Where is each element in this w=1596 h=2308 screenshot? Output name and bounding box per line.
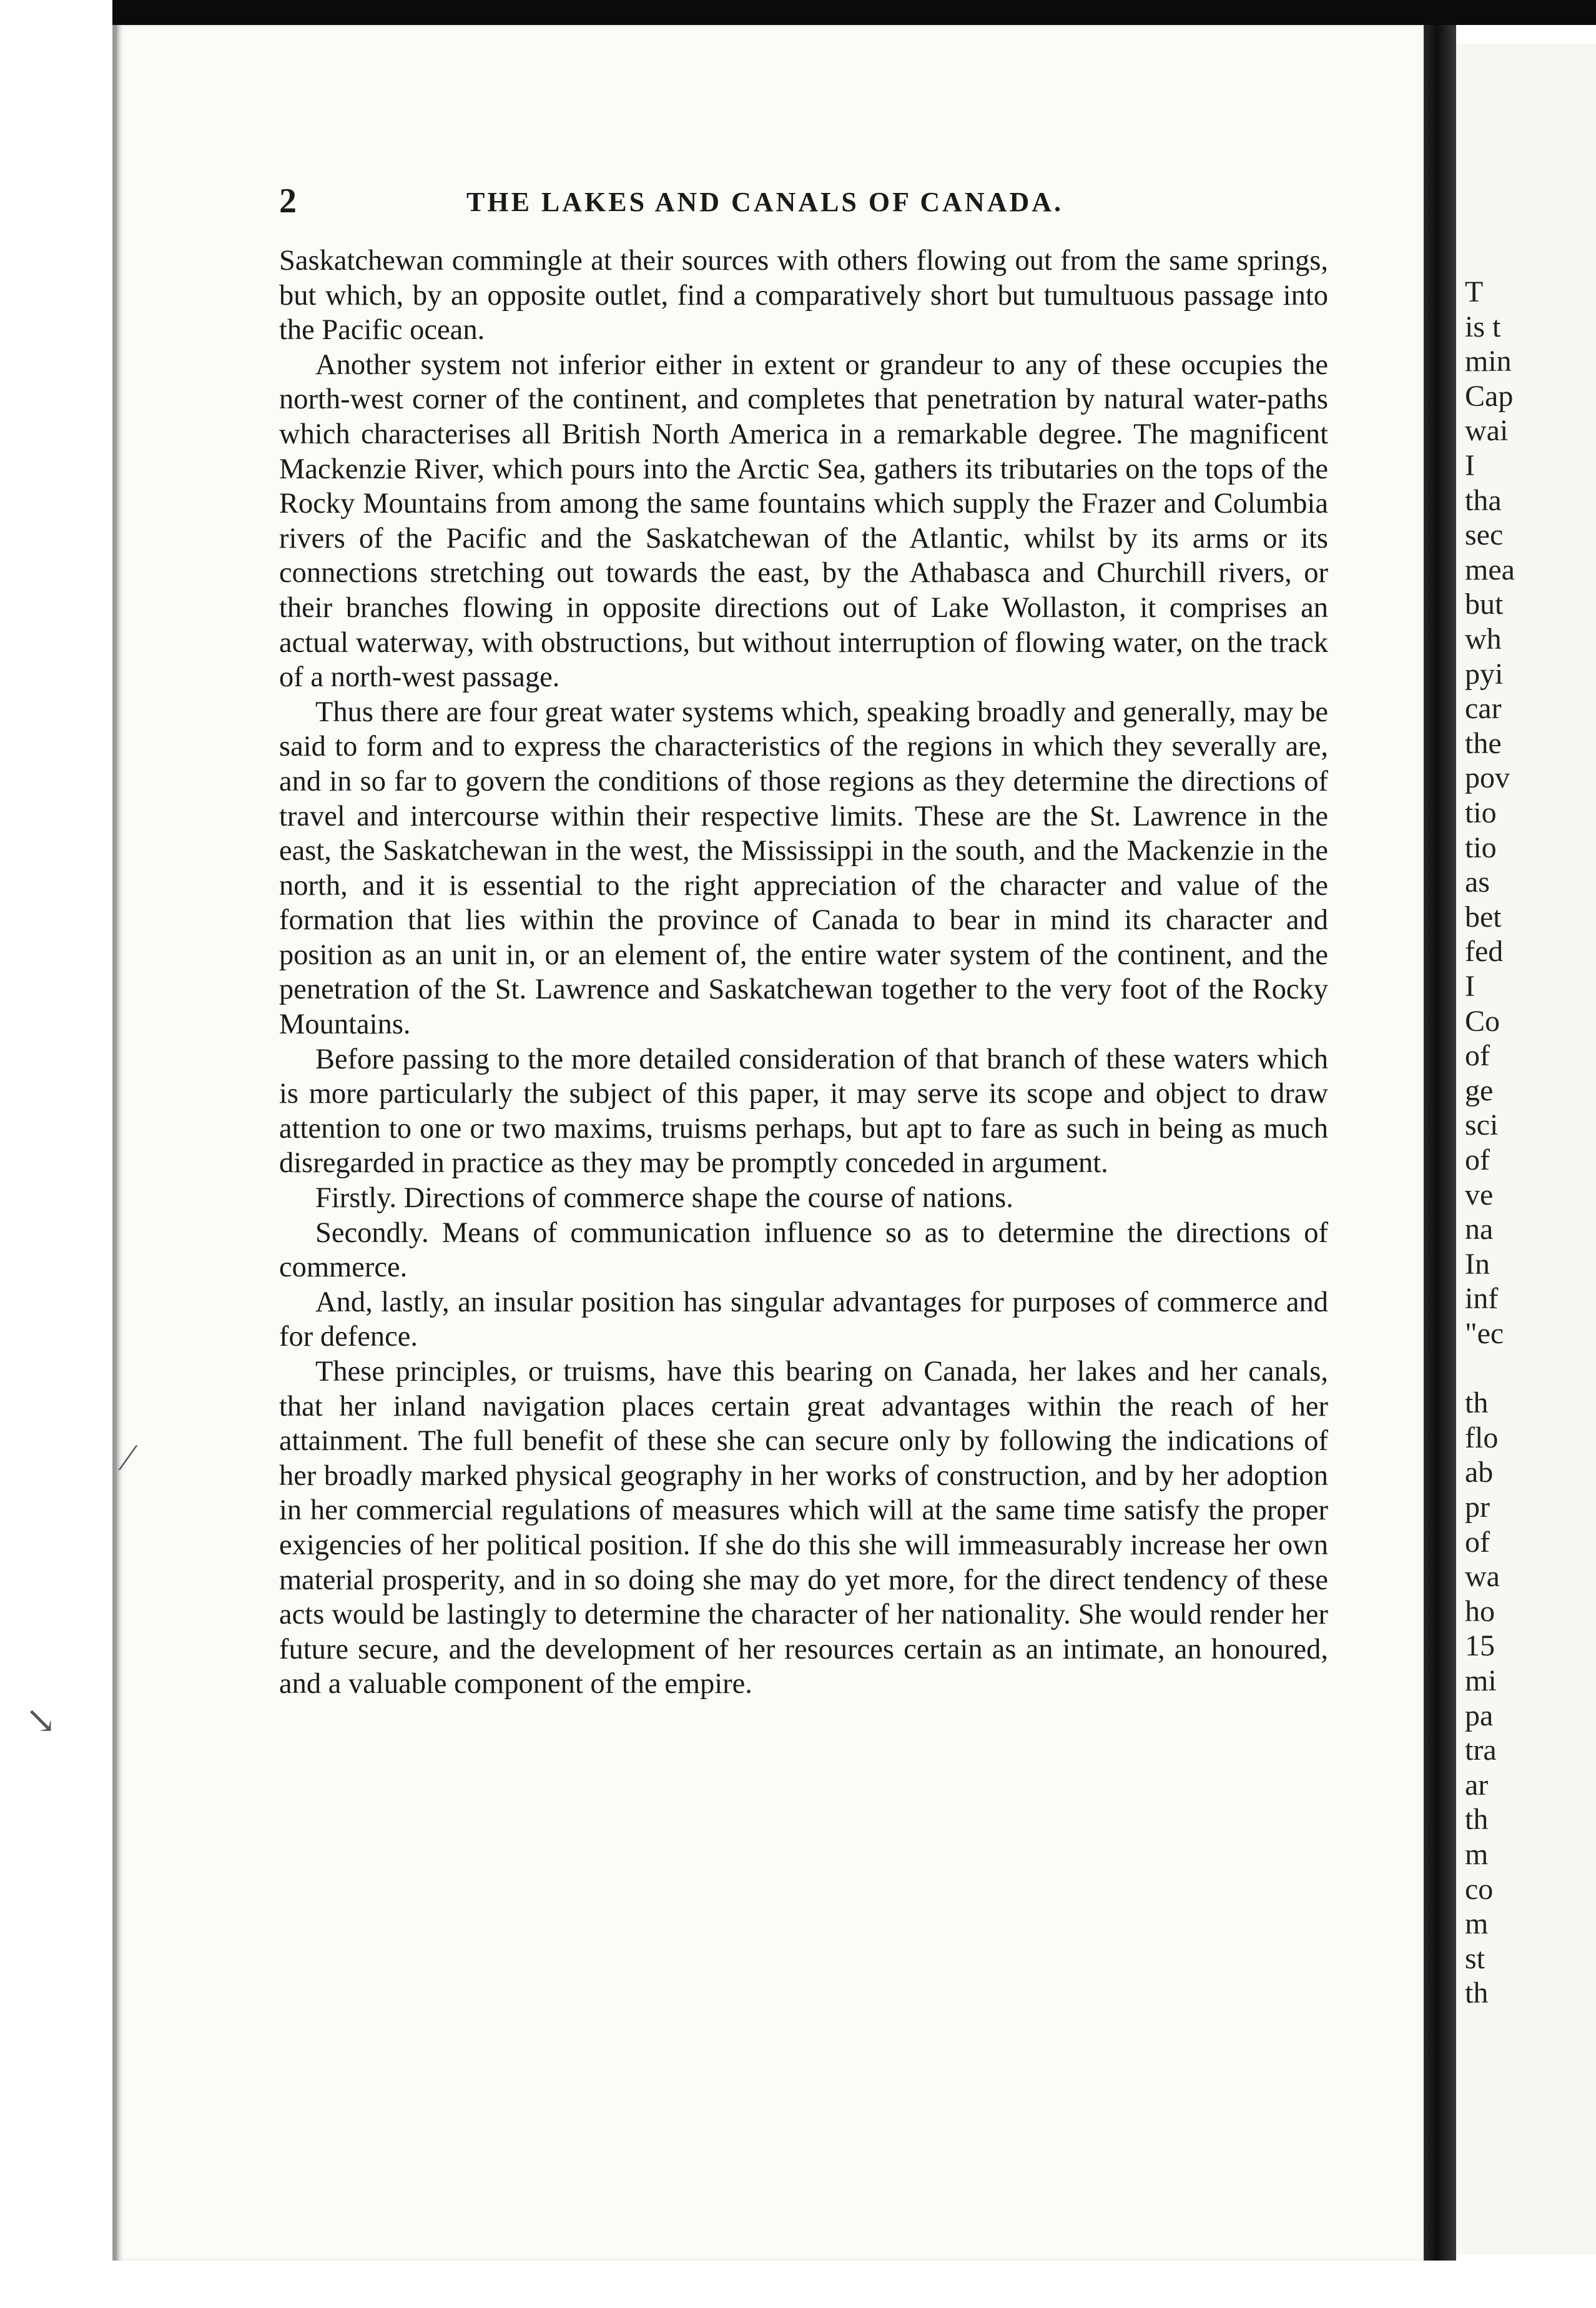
book-gutter	[1424, 25, 1456, 2273]
next-page-fragment: pyi	[1465, 657, 1504, 691]
paragraph: Saskatchewan commingle at their sources with others flowing out from the same springs, but which, by an opposite outlet, find a comparatively short but tumultuous passage into the Pacific ocean.	[279, 245, 1328, 347]
paragraph: Another system not inferior either in extent or grandeur to any of these occupies the north-west corner of the continent, and completes that penetration by natural water-paths which characterises all British North America in a remarkable degree. The magnificent Mackenzie River, which pours into the Arctic Sea, gathers its tributaries on the tops of the Rocky Mountains from among the same fountains which supply the Frazer and Columbia rivers of the Pacific and the Saskatchewan of the Atlantic, whilst by its arms or its connections stretching out towards the east, by the Athabasca and Churchill rivers, or their branches flowing in opposite directions out of Lake Wollaston, it comprises an actual waterway, with obstructions, but without interruption of flowing water, on the track of a north-west passage.	[279, 348, 1328, 694]
running-title: THE LAKES AND CANALS OF CANADA.	[466, 187, 1064, 217]
next-page-fragment: pr	[1465, 1491, 1490, 1524]
next-page-fragment: na	[1465, 1213, 1494, 1246]
next-page-fragment: m	[1465, 1907, 1489, 1941]
page-header	[279, 181, 1328, 225]
next-page-fragment: T	[1465, 275, 1484, 308]
next-page-fragment: ve	[1465, 1178, 1494, 1211]
next-page-fragment: tha	[1465, 483, 1502, 517]
next-page-fragment: co	[1465, 1872, 1494, 1906]
next-page-fragment: mea	[1465, 553, 1515, 586]
next-page-fragment: th	[1465, 1803, 1489, 1837]
next-page-fragment: car	[1465, 692, 1502, 726]
next-page-fragment: flo	[1465, 1421, 1499, 1454]
next-page-fragment: pa	[1465, 1699, 1494, 1732]
next-page-fragment: 15	[1465, 1629, 1495, 1663]
next-page-fragment: I	[1465, 970, 1475, 1003]
next-page-fragment: tio	[1465, 831, 1497, 864]
next-page-fragment: "ec	[1465, 1317, 1504, 1350]
next-page-fragment: of	[1465, 1525, 1490, 1559]
next-page-fragment: ab	[1465, 1456, 1494, 1489]
next-page-fragment: but	[1465, 588, 1504, 621]
next-page-fragment: mi	[1465, 1664, 1497, 1697]
next-page-fragment: of	[1465, 1143, 1490, 1176]
next-page-fragment: wh	[1465, 623, 1502, 656]
next-page-fragment: inf	[1465, 1282, 1499, 1316]
body-text	[279, 244, 1328, 1702]
next-page-edge	[1456, 44, 1596, 2254]
paragraph: Before passing to the more detailed consideration of that branch of these waters which is more particularly the subject of this paper, it may serve its scope and object to draw attention to one or two maxims, truisms perhaps, but apt to fare as such in being as much disregarded in practice as they may be promptly conceded in argument.	[279, 1043, 1328, 1180]
next-page-fragment: In	[1465, 1247, 1490, 1281]
next-page-fragment: th	[1465, 1976, 1489, 2010]
next-page-fragment: wa	[1465, 1560, 1500, 1594]
scan-left-margin	[0, 0, 112, 2308]
next-page-fragment: st	[1465, 1941, 1485, 1975]
next-page-fragment: is t	[1465, 310, 1501, 343]
page-number: 2	[279, 182, 297, 220]
next-page-fragment: wai	[1465, 414, 1509, 448]
paragraph: These principles, or truisms, have this bearing on Canada, her lakes and her canals, that her inland navigation places certain great advantages within the reach of her attainment. The full benefit of these she can secure only by following the indications of her broadly marked physical geography in her works of construction, and by her adoption in her commercial regulations of measures which will at the same time satisfy the proper exigencies of her political position. If she do this she will immeasurably increase her own material prosperity, and in so doing she may do yet more, for the direct tendency of these acts would be lastingly to determine the character of her nationality. She would render her future secure, and the development of her resources certain as an intimate, an honoured, and a valuable component of the empire.	[279, 1356, 1328, 1700]
next-page-fragment: bet	[1465, 900, 1502, 934]
paragraph: Thus there are four great water systems which, speaking broadly and generally, may be said to form and to express the characteristics of the regions in which they severally are, and in so far to govern the conditions of those regions as they determine the directions of travel and intercourse within their respective limits. These are the St. Lawrence in the east, the Saskatchewan in the west, the Mississippi in the south, and the Mackenzie in the north, and it is essential to the right appreciation of the character and value of the formation that lies within the province of Canada to bear in mind its character and position as an unit in, or an element of, the entire water system of the continent, and the penetration of the St. Lawrence and Saskatchewan together to the very foot of the Rocky Mountains.	[279, 696, 1328, 1041]
next-page-fragment: ar	[1465, 1768, 1489, 1802]
paragraph: Firstly. Directions of commerce shape the course of nations.	[315, 1182, 1013, 1215]
next-page-fragment: the	[1465, 726, 1502, 760]
next-page-fragment: of	[1465, 1039, 1490, 1073]
next-page-fragment: ho	[1465, 1594, 1495, 1628]
margin-mark: ⁄	[125, 1437, 132, 1478]
margin-mark: ↘	[25, 1700, 57, 1741]
next-page-fragment: m	[1465, 1838, 1489, 1871]
scan-bottom-margin	[112, 2261, 1596, 2308]
next-page-fragment: I	[1465, 449, 1475, 482]
paragraph: And, lastly, an insular position has singular advantages for purposes of commerce and for defence.	[279, 1286, 1328, 1353]
paragraph: Secondly. Means of communication influence so as to determine the directions of commerce.	[279, 1216, 1328, 1284]
scan-top-border	[0, 0, 1596, 25]
next-page-fragment: sci	[1465, 1108, 1499, 1142]
next-page-fragment: ge	[1465, 1073, 1494, 1107]
next-page-fragment: fed	[1465, 935, 1504, 969]
next-page-fragment: Cap	[1465, 379, 1514, 413]
next-page-fragment: Co	[1465, 1004, 1500, 1038]
next-page-fragment: tra	[1465, 1733, 1497, 1767]
next-page-fragment: min	[1465, 345, 1512, 378]
next-page-fragment: tio	[1465, 796, 1497, 829]
next-page-fragment: pov	[1465, 761, 1510, 795]
next-page-fragment: sec	[1465, 518, 1504, 552]
next-page-fragment: as	[1465, 866, 1490, 899]
next-page-fragment: th	[1465, 1386, 1489, 1420]
